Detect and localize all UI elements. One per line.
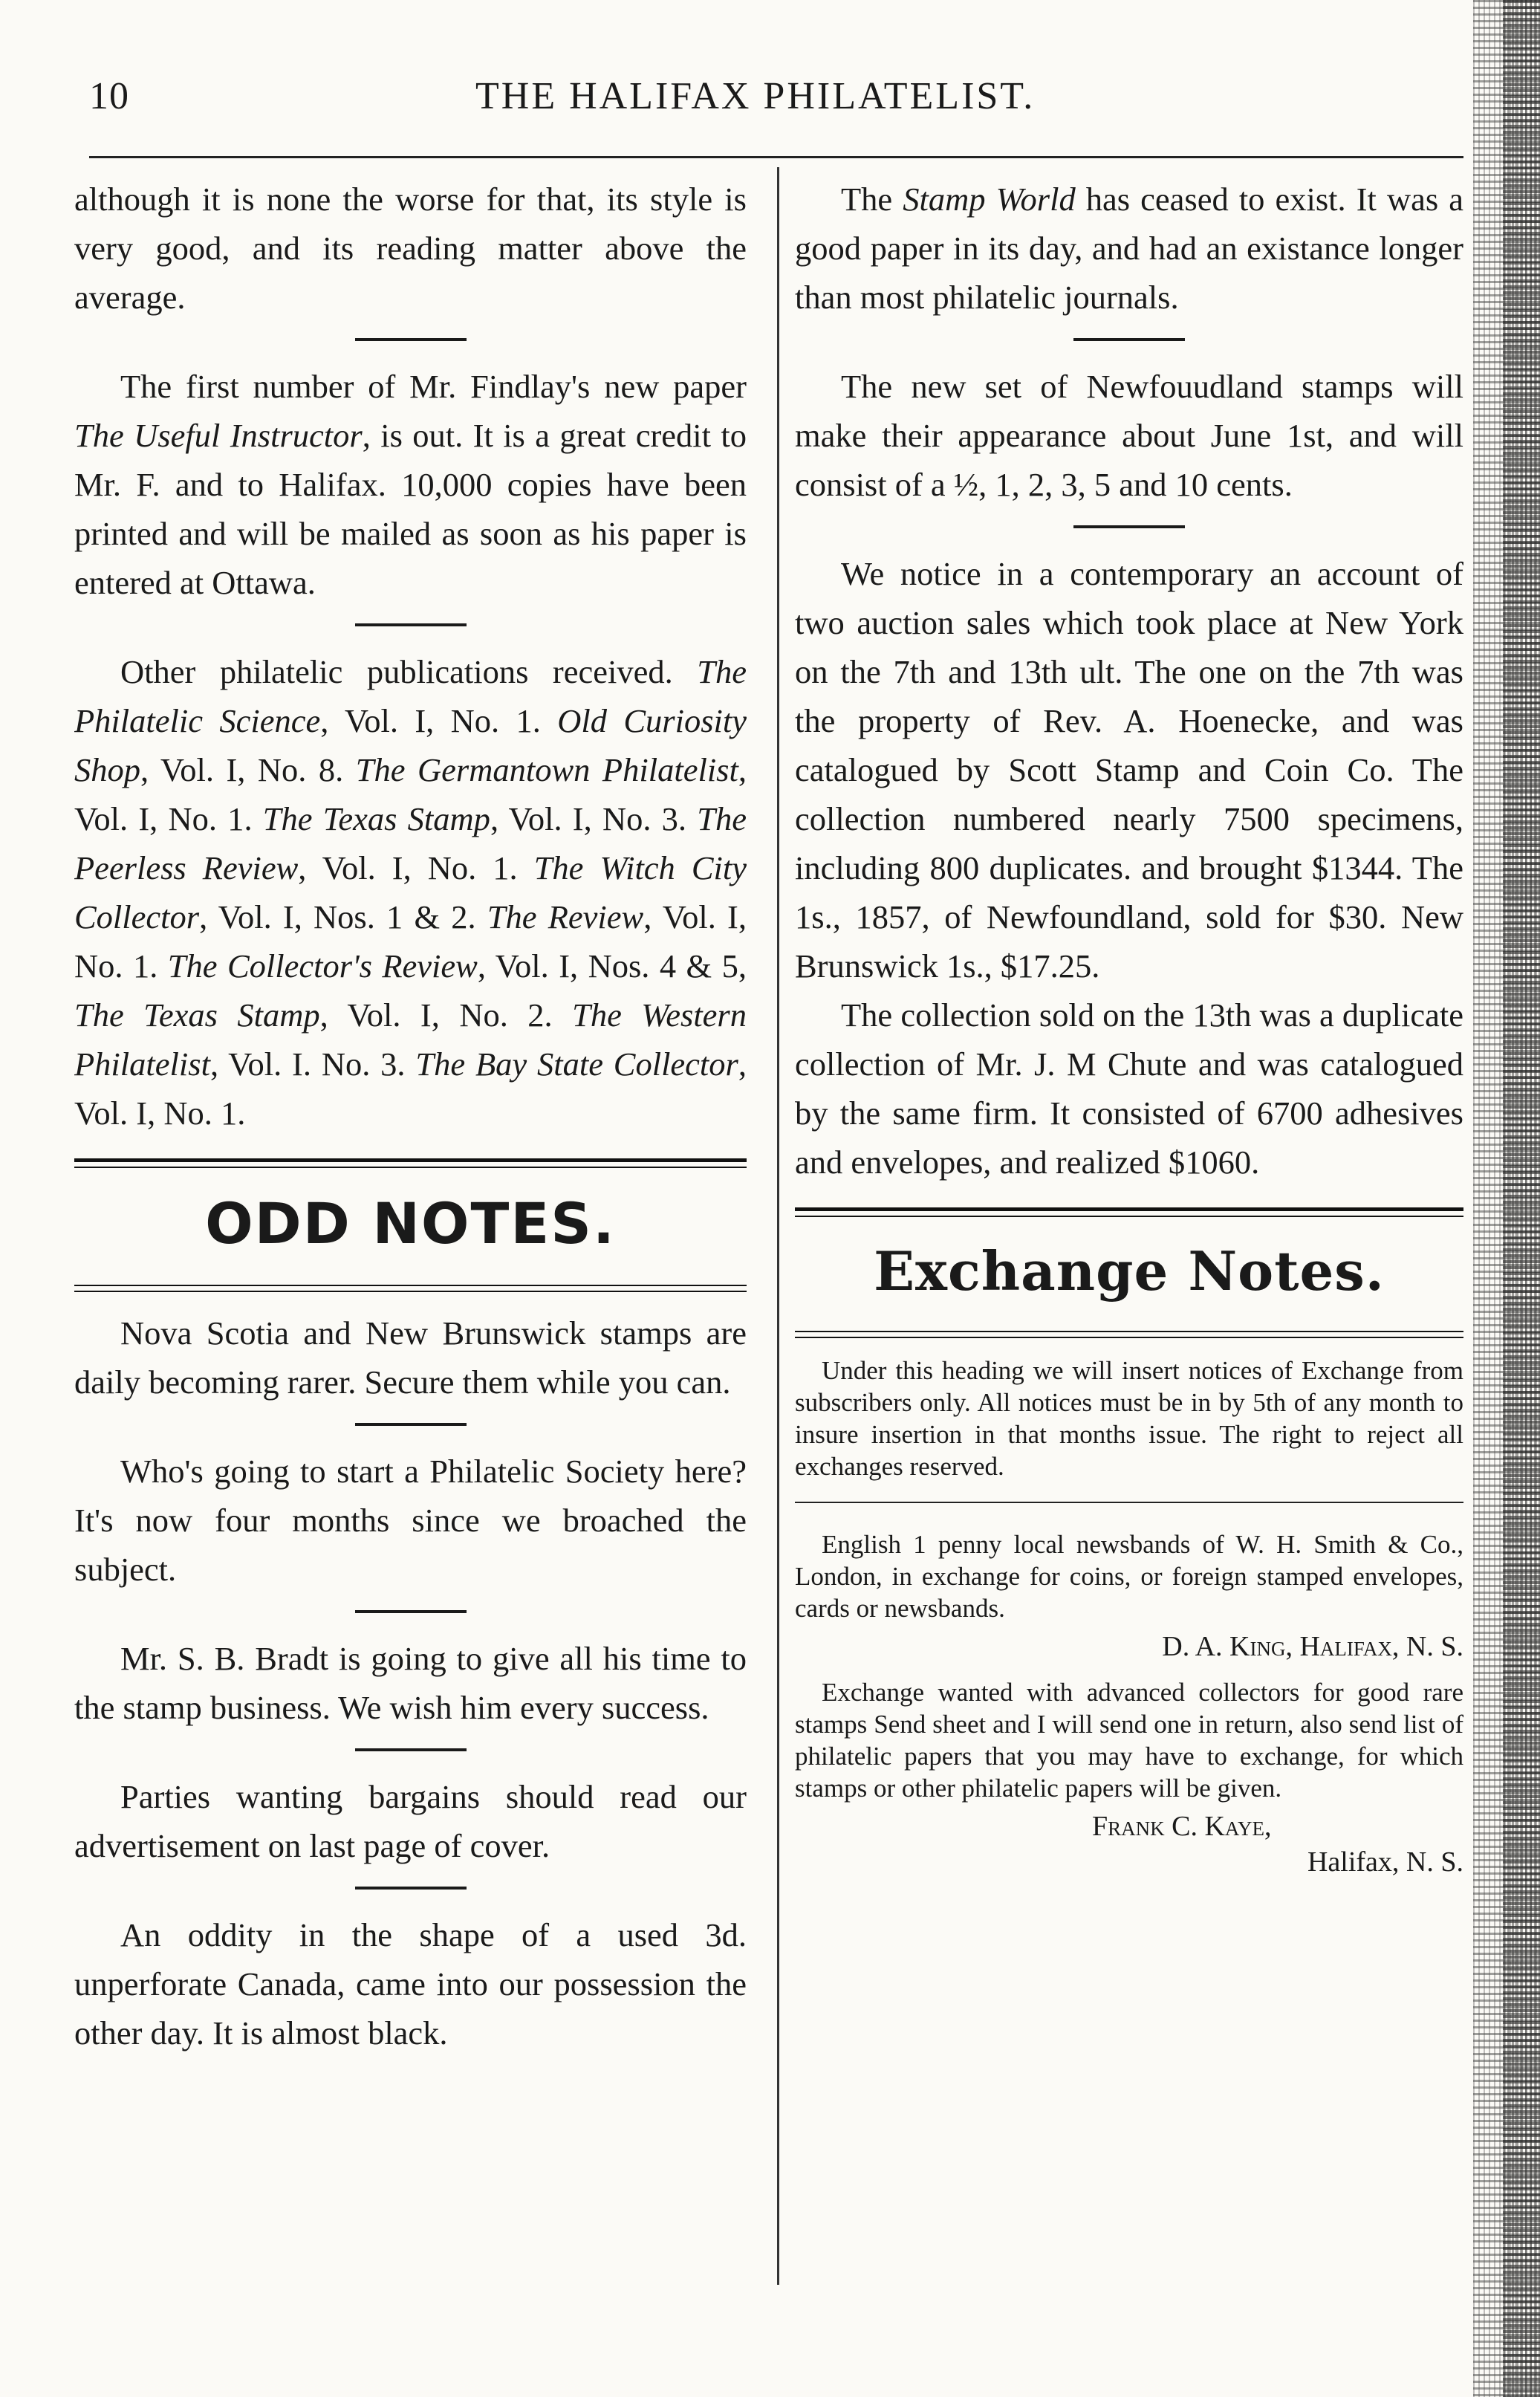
- pub-vol: , Vol. I, No. 1.: [74, 751, 747, 837]
- pub-title: The Germantown Philatelist: [355, 751, 738, 788]
- section-double-rule: [74, 1158, 747, 1168]
- pub-title: The Western Philatelist: [74, 996, 747, 1083]
- pub-title: The Bay State Collector: [415, 1045, 738, 1083]
- pub-title: The Texas Stamp: [74, 996, 320, 1034]
- exchange-ad: English 1 penny local newsbands of W. H. Smith & Co., London, in exchange for coins, or foreign stamped envelopes, cards or newsbands.: [795, 1530, 1463, 1623]
- useful-instructor-title: The Useful Instructor: [74, 417, 363, 454]
- exchange-intro: Under this heading we will insert notices of Exchange from subscribers only. All notices must be in by 5th of any month to insure insertion in that months issue. The right to reject all exchanges reserved.: [795, 1356, 1463, 1481]
- note-paragraph: Parties wanting bargains should read our advertisement on last page of cover.: [74, 1778, 747, 1864]
- pub-vol: , Vol. I, No. 2.: [319, 996, 573, 1034]
- pub-title: The Texas Stamp: [262, 800, 490, 837]
- stamp-world-text-a: The: [841, 181, 903, 218]
- pub-title: The Review: [487, 898, 644, 935]
- separator-rule: [1073, 525, 1185, 528]
- pub-item: [263, 800, 697, 837]
- section-double-rule: [795, 1207, 1463, 1217]
- ad-signature: Frank C. Kaye,: [1092, 1811, 1272, 1842]
- note-paragraph: Who's going to start a Philatelic Society here? It's now four months since we broached the subject.: [74, 1453, 747, 1588]
- note-paragraph: An oddity in the shape of a used 3d. unperforate Canada, came into our possession the other day. It is almost black.: [74, 1916, 747, 2051]
- page-title: THE HALIFAX PHILATELIST.: [475, 75, 1036, 117]
- pub-vol: , Vol. I, Nos. 4 & 5,: [477, 947, 747, 985]
- separator-rule: [355, 1748, 467, 1751]
- pub-vol: , Vol. I, No. 1.: [74, 1045, 747, 1132]
- pub-vol: , Vol. I, Nos. 1 & 2.: [199, 898, 487, 935]
- separator-rule: [355, 338, 467, 341]
- section-double-rule: [74, 1285, 747, 1292]
- exchange-notes-heading: Exchange Notes.: [874, 1239, 1385, 1303]
- pub-title: Old Curiosity Shop: [74, 702, 747, 788]
- findlay-text-b: , is out. It is a great credit to Mr. F. and to Halifax. 10,000 copies have been printed and will be mailed as soon as his paper is entered at Ottawa.: [74, 417, 747, 601]
- pub-item: [74, 996, 572, 1034]
- pub-vol: , Vol. I. No. 3.: [209, 1045, 416, 1083]
- auction-paragraph-2: The collection sold on the 13th was a duplicate collection of Mr. J. M Chute and was catalogued by the same firm. It consisted of 6700 adhesives and envelopes, and realized $1060.: [795, 996, 1463, 1181]
- page-number: 10: [89, 75, 129, 117]
- pub-vol: , Vol. I, No. 1.: [298, 849, 534, 886]
- header-rule: [89, 156, 1463, 158]
- auction-paragraph: We notice in a contemporary an account of two auction sales which took place at New York on the 7th and 13th ult. The one on the 7th was the property of Rev. A. Hoenecke, and was catalogued by Scott Stamp and Coin Co. The collection numbered nearly 7500 specimens, including 800 duplicates. and brought $1344. The 1s., 1857, of Newfoundland, sold for $30. New Brunswick 1s., $17.25.: [795, 555, 1463, 985]
- pub-vol: , Vol. I, No. 1.: [74, 898, 747, 985]
- page-header: [0, 74, 1471, 141]
- right-column: [795, 175, 1463, 2292]
- pub-title: The Peerless Review: [74, 800, 747, 886]
- left-column: [74, 175, 747, 2292]
- odd-notes-heading: ODD NOTES.: [205, 1190, 616, 1256]
- separator-rule: [355, 1423, 467, 1426]
- separator-rule: [355, 1610, 467, 1613]
- pub-title: The Collector's Review: [167, 947, 478, 985]
- separator-rule: [355, 1887, 467, 1890]
- stamp-world-title: Stamp World: [903, 181, 1076, 218]
- continued-paragraph: although it is none the worse for that, its style is very good, and its reading matter above the average.: [74, 181, 747, 316]
- publications-paragraph: [74, 647, 747, 1138]
- note-paragraph: Mr. S. B. Bradt is going to give all his time to the stamp business. We wish him every success.: [74, 1640, 747, 1726]
- page-edge-texture-dark: [1503, 0, 1540, 2397]
- pub-title: The Philatelic Science: [74, 653, 747, 739]
- ad-signature-place: Halifax, N. S.: [1307, 1846, 1463, 1878]
- ad-signature: D. A. King, Halifax, N. S.: [1162, 1631, 1463, 1662]
- pub-item: [168, 947, 747, 985]
- separator-rule: [795, 1502, 1463, 1503]
- findlay-paragraph: [74, 362, 747, 607]
- pub-vol: , Vol. I, No. 1.: [320, 702, 558, 739]
- publications-intro: Other philatelic publications received.: [120, 653, 673, 690]
- separator-rule: [1073, 338, 1185, 341]
- section-double-rule: [795, 1331, 1463, 1338]
- newfoundland-paragraph: The new set of Newfouudland stamps will make their appearance about June 1st, and will consist of a ½, 1, 2, 3, 5 and 10 cents.: [795, 368, 1463, 503]
- note-paragraph: Nova Scotia and New Brunswick stamps are daily becoming rarer. Secure them while you can.: [74, 1314, 747, 1401]
- exchange-ad: Exchange wanted with advanced collectors for good rare stamps Send sheet and I will send one in return, also send list of philatelic papers that you may have to exchange, for which stamps or other philatelic papers will be given.: [795, 1678, 1463, 1803]
- pub-vol: , Vol. I, No. 3.: [490, 800, 698, 837]
- pub-vol: , Vol. I, No. 8.: [140, 751, 356, 788]
- separator-rule: [355, 623, 467, 626]
- stamp-world-paragraph: [795, 175, 1463, 322]
- stamp-world-text-b: has ceased to exist. It was a good paper in its day, and had an existance longer than most philatelic journals.: [795, 181, 1463, 316]
- pub-title: The Witch City Collector: [74, 849, 747, 935]
- column-divider: [777, 167, 779, 2285]
- findlay-text-a: The first number of Mr. Findlay's new paper: [120, 368, 747, 405]
